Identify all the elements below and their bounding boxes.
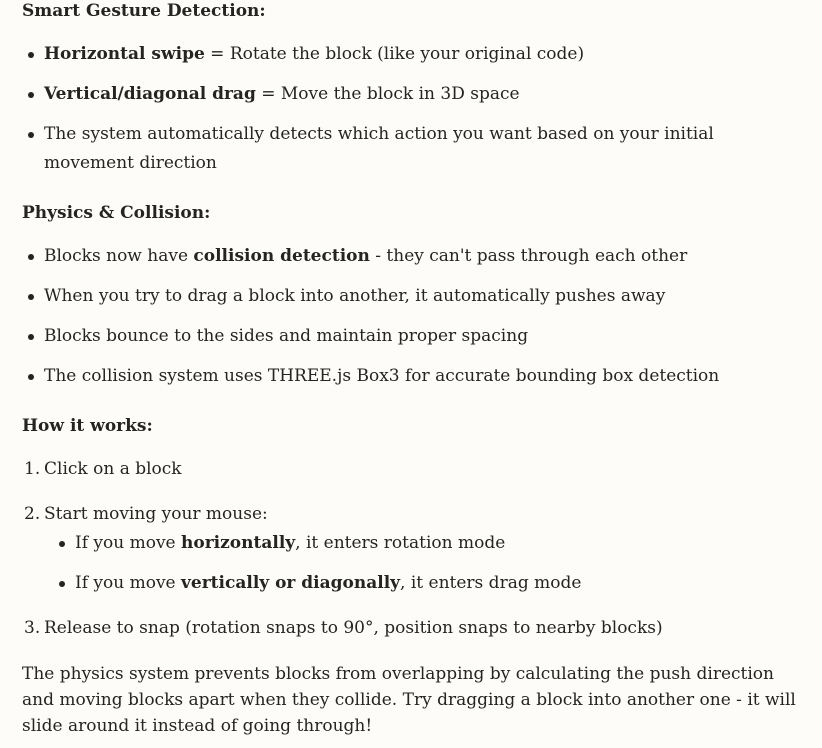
list-item: The collision system uses THREE.js Box3 for accurate bounding box detection bbox=[44, 362, 804, 391]
list-item: Blocks bounce to the sides and maintain proper spacing bbox=[44, 322, 804, 351]
list-item: 2. Start moving your mouse: If you move horizontally, it enters rotation mode If you move vertically or diagonally, it enters drag mode bbox=[44, 500, 804, 598]
summary-paragraph: The physics system prevents blocks from overlapping by calculating the push direction and moving blocks apart when they collide. Try dragging a block into another one - it will slide around it instead of going through! bbox=[22, 664, 796, 736]
list-item: Horizontal swipe = Rotate the block (like your original code) bbox=[44, 40, 804, 69]
list-item: When you try to drag a block into another, it automatically pushes away bbox=[44, 282, 804, 311]
sub-list-item: If you move horizontally, it enters rotation mode bbox=[75, 529, 804, 558]
list-item: The system automatically detects which action you want based on your initial movement direction bbox=[44, 120, 804, 178]
gesture-list bbox=[22, 40, 804, 178]
how-steps bbox=[22, 455, 804, 643]
list-item: 3. Release to snap (rotation snaps to 90°, position snaps to nearby blocks) bbox=[24, 618, 663, 638]
sub-list bbox=[44, 529, 804, 598]
list-item: Vertical/diagonal drag = Move the block in 3D space bbox=[44, 80, 804, 109]
physics-heading: Physics & Collision: bbox=[22, 203, 211, 223]
physics-list bbox=[22, 242, 804, 391]
list-item: 1. Click on a block bbox=[24, 459, 182, 479]
how-heading: How it works: bbox=[22, 416, 153, 436]
gesture-heading: Smart Gesture Detection: bbox=[22, 1, 266, 21]
sub-list-item: If you move vertically or diagonally, it enters drag mode bbox=[75, 569, 804, 598]
list-item: Blocks now have collision detection - they can't pass through each other bbox=[44, 242, 804, 271]
